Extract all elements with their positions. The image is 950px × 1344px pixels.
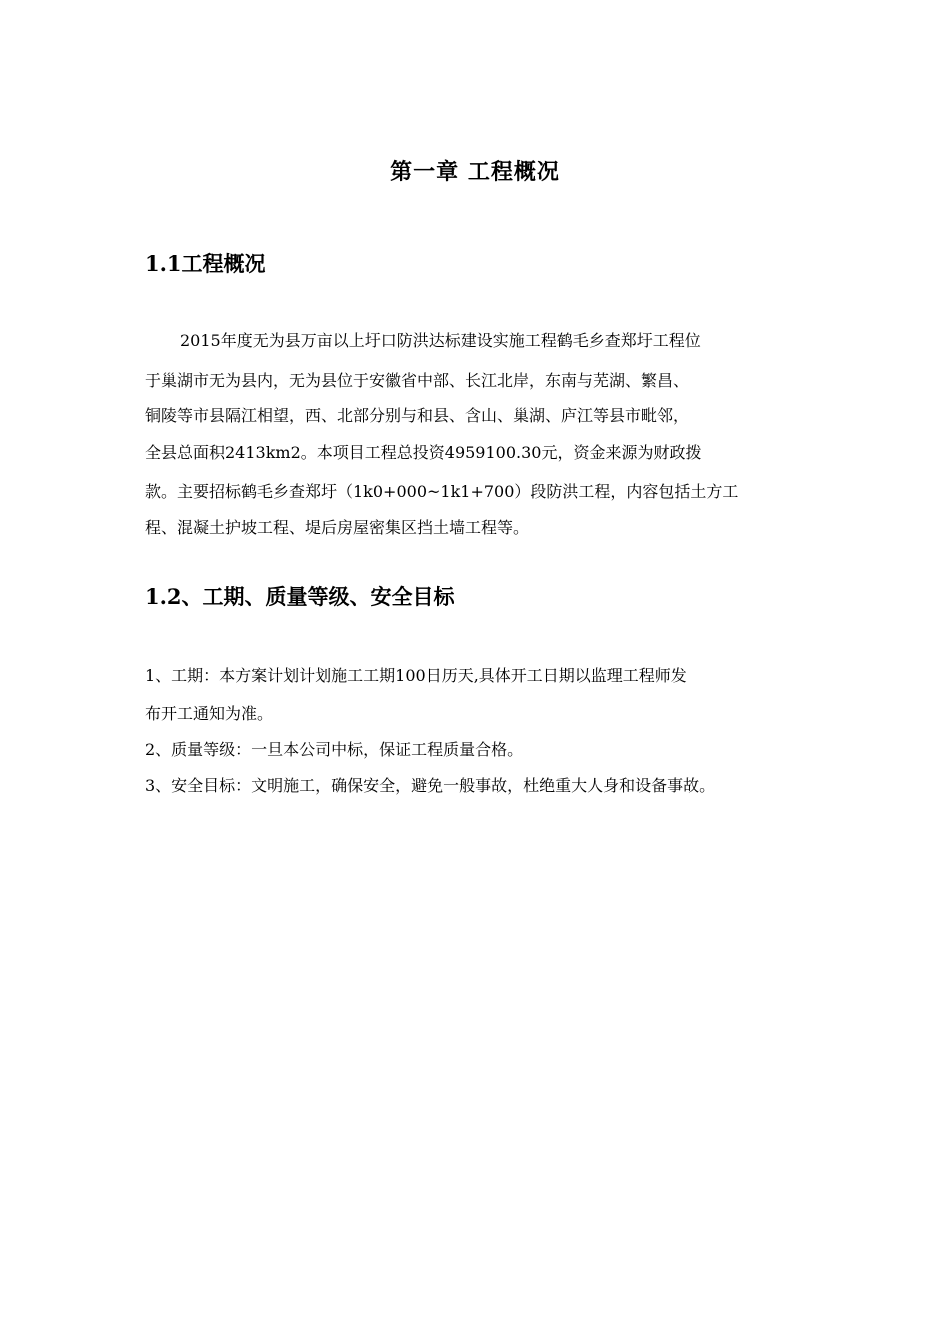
list-item-quality: 2、质量等级：一旦本公司中标，保证工程质量合格。 bbox=[145, 740, 524, 759]
paragraph-line: 于巢湖市无为县内，无为县位于安徽省中部、长江北岸，东南与芜湖、繁昌、 bbox=[145, 371, 690, 390]
paragraph-line: 铜陵等市县隔江相望，西、北部分别与和县、含山、巢湖、庐江等县市毗邻， bbox=[145, 406, 690, 425]
chapter-title: 第一章 工程概况 bbox=[390, 159, 560, 185]
list-item-schedule-continued: 布开工通知为准。 bbox=[145, 704, 274, 723]
section-heading-1-1: 1.1工程概况 bbox=[145, 251, 266, 276]
paragraph-line: 程、混凝土护坡工程、堤后房屋密集区挡土墙工程等。 bbox=[145, 518, 530, 537]
paragraph-line: 全县总面积2413km2。本项目工程总投资4959100.30元，资金来源为财政拨 bbox=[145, 443, 702, 462]
section-heading-1-2: 1.2、工期、质量等级、安全目标 bbox=[145, 584, 455, 609]
paragraph-line: 2015年度无为县万亩以上圩口防洪达标建设实施工程鹤毛乡查郑圩工程位 bbox=[180, 331, 701, 350]
list-item-safety: 3、安全目标：文明施工，确保安全，避免一般事故，杜绝重大人身和设备事故。 bbox=[145, 776, 716, 795]
list-item-schedule: 1、工期：本方案计划计划施工工期100日历天,具体开工日期以监理工程师发 bbox=[145, 666, 687, 685]
paragraph-line: 款。主要招标鹤毛乡查郑圩（1k0+000~1k1+700）段防洪工程，内容包括土方工 bbox=[145, 482, 739, 501]
